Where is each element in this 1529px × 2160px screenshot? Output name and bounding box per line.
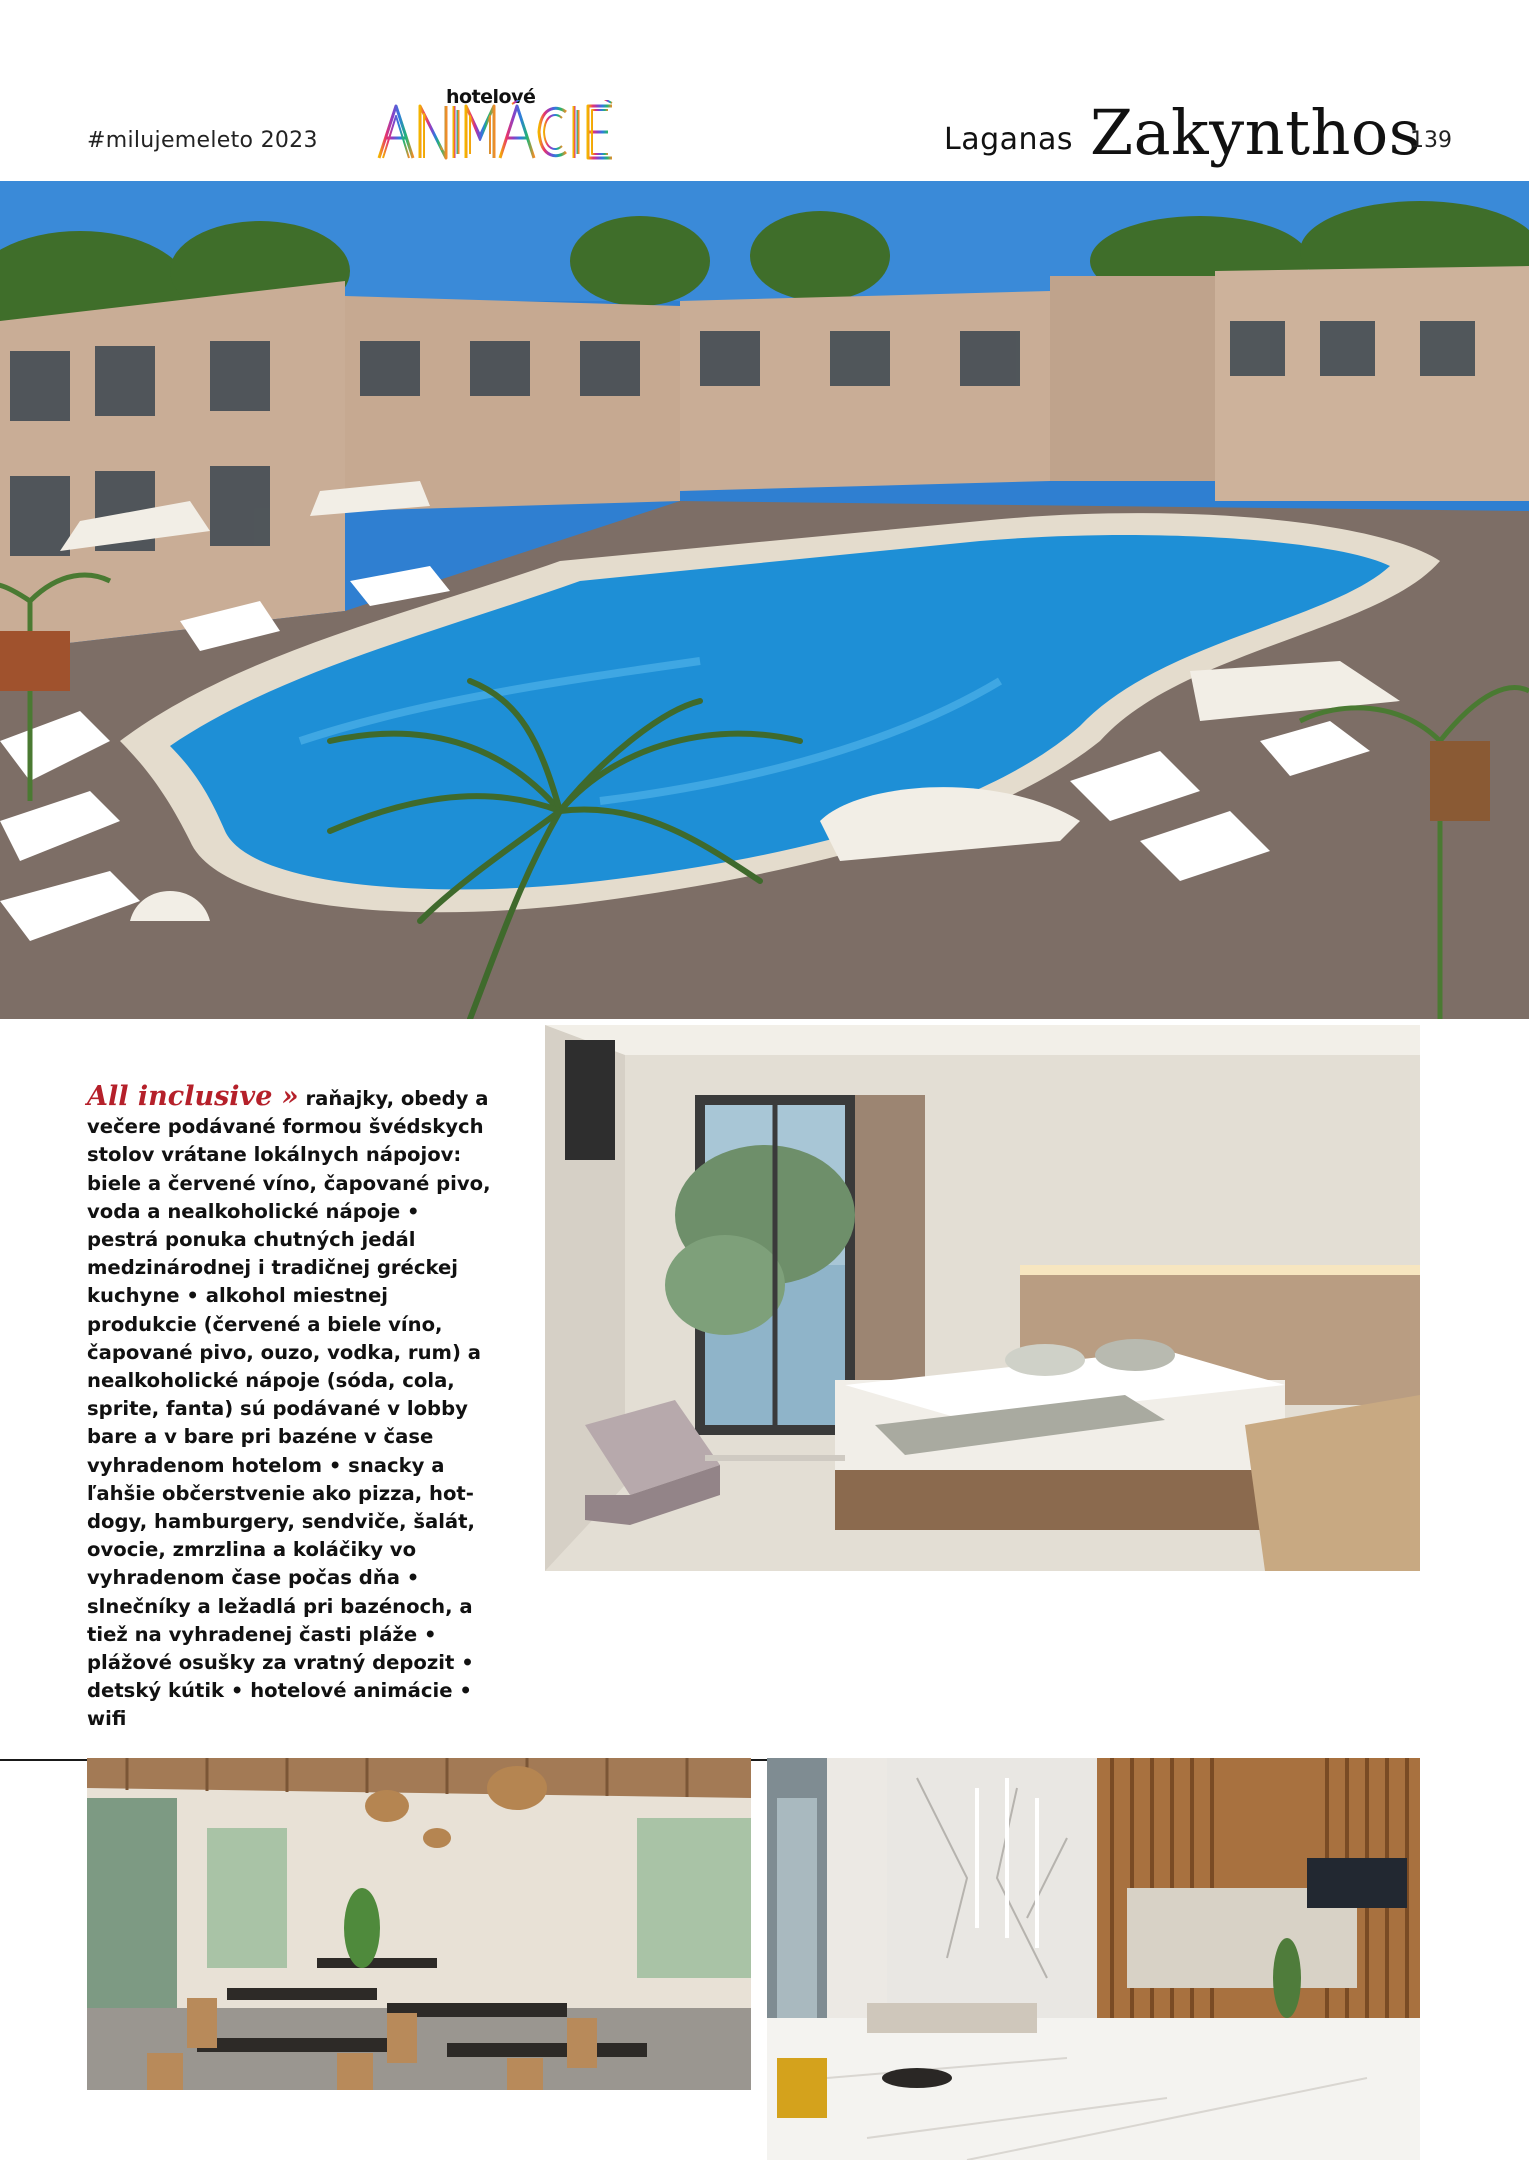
pool-photo (0, 181, 1529, 1019)
room-photo (545, 1025, 1420, 1571)
all-inclusive-paragraph (87, 1083, 497, 1734)
location-town: Laganas (944, 122, 1074, 157)
location-island: Zakynthos (1090, 96, 1422, 169)
hotelove-animacie-logo (376, 86, 638, 162)
hashtag: #milujemeleto 2023 (87, 128, 318, 153)
all-inclusive-body: raňajky, obedy a večere podávané formou švédskych stolov vrátane lokálnych nápojov: biele a červené víno, čapované pivo, voda a nealkoholické nápoje • pestrá ponuka chutných jedál medzinárodnej i tradičnej gréckej kuchyne • alkohol miestnej produkcie (červené a biele víno, čapované pivo, ouzo, vodka, rum) a nealkoholické nápoje (sóda, cola, sprite, fanta) sú podávané v lobby bare a v bare pri bazéne v čase vyhradenom hotelom • snacky a ľahšie občerstvenie ako pizza, hot-dogy, hamburgery, sendviče, šalát, ovocie, zmrzlina a koláčiky vo vyhradenom čase počas dňa • slnečníky a ležadlá pri bazénoch, a tiež na vyhradenej časti pláže • plážové osušky za vratný depozit • detský kútik • hotelové animácie • wifi (87, 1087, 491, 1731)
all-inclusive-lead: All inclusive » (87, 1081, 299, 1112)
lobby-photo (767, 1758, 1420, 2160)
restaurant-photo (87, 1758, 751, 2090)
page-number: 139 (1410, 128, 1452, 153)
logo-rainbow-lettering (376, 100, 638, 162)
logo-small-text: hotelové (446, 86, 536, 108)
